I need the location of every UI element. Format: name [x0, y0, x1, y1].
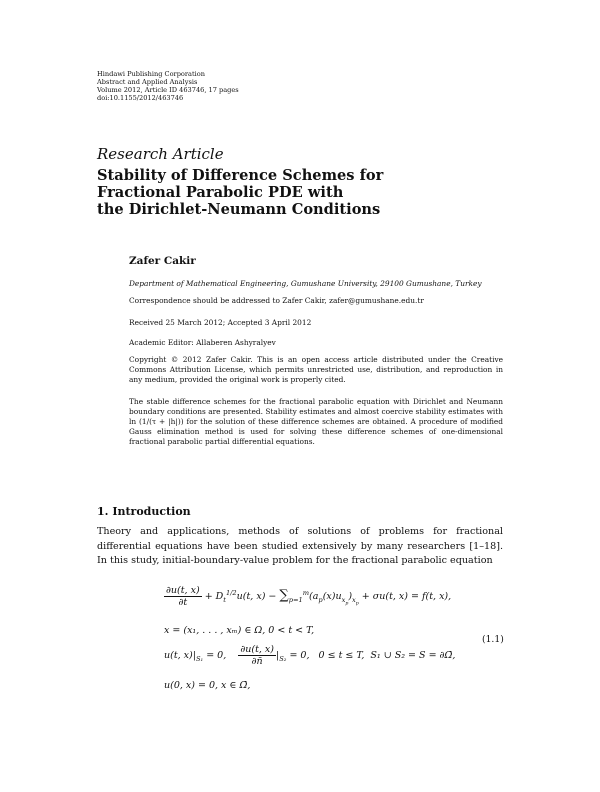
article-title — [97, 167, 517, 218]
equation-line-4: u(0, x) = 0, x ∈ Ω̄, — [164, 680, 251, 691]
title-line: the Dirichlet-Neumann Conditions — [97, 201, 381, 218]
abstract: The stable difference schemes for the fractional parabolic equation with Dirichlet and Neumann boundary conditions are presented. Stability estimates and almost coercive stability estimates with ln (1/(τ + |h|)) for the solution of these difference schemes are obtained. A procedure of modified Gauss elimination method is used for solving these difference schemes of one-dimensional fractional parabolic partial differential equations. — [129, 397, 503, 446]
intro-paragraph: Theory and applications, methods of solutions of problems for fractional differential equations have been studied extensively by many researchers [1–18]. In this study, initial-boundary-value problem for the fractional parabolic equation — [97, 526, 503, 566]
equation-line-2: x = (x₁, . . . , xₘ) ∈ Ω, 0 < t < T, — [164, 625, 315, 636]
article-type: Research Article — [97, 145, 224, 163]
doi: doi:10.1155/2012/463746 — [97, 94, 184, 102]
affiliation: Department of Mathematical Engineering, Gumushane University, 29100 Gumushane, Turkey — [129, 279, 482, 288]
correspondence: Correspondence should be addressed to Zafer Cakir, zafer@gumushane.edu.tr — [129, 296, 424, 305]
copyright-notice: Copyright © 2012 Zafer Cakir. This is an open access article distributed under the Creative Commons Attribution License, which permits unrestricted use, distribution, and reproduction in any medium, provided the original work is properly cited. — [129, 355, 503, 384]
author-name: Zafer Cakir — [129, 255, 196, 267]
title-line: Fractional Parabolic PDE with — [97, 184, 344, 201]
equation-line-1: $\frac{\partial u(t, x)}{\partial t}$ + $D_t^{1/2}u(t$, $x) - \sum_{p=1}^m(a_p(x)u_{x_p})_{x_p} + \sigma u(t$, x) = f(t, x), — [166, 585, 452, 608]
volume-info: Volume 2012, Article ID 463746, 17 pages — [97, 86, 239, 94]
equation-number: (1.1) — [482, 634, 504, 645]
journal-header — [97, 70, 239, 102]
journal-name: Abstract and Applied Analysis — [97, 78, 198, 86]
received-date: Received 25 March 2012; Accepted 3 April 2012 — [129, 318, 312, 327]
publisher: Hindawi Publishing Corporation — [97, 70, 205, 78]
section-heading: 1. Introduction — [97, 505, 191, 518]
title-line: Stability of Difference Schemes for — [97, 167, 384, 184]
equation-line-3: u(t, $x)|_{S_1} = 0$, $\frac{\partial u(t, x)}{\partial n̄}$ $|_{S_2} = 0$, 0 ≤ t ≤ T, S₁ ∪ S₂ = S = ∂Ω̄, — [164, 644, 456, 667]
academic-editor: Academic Editor: Allaberen Ashyralyev — [129, 338, 276, 347]
